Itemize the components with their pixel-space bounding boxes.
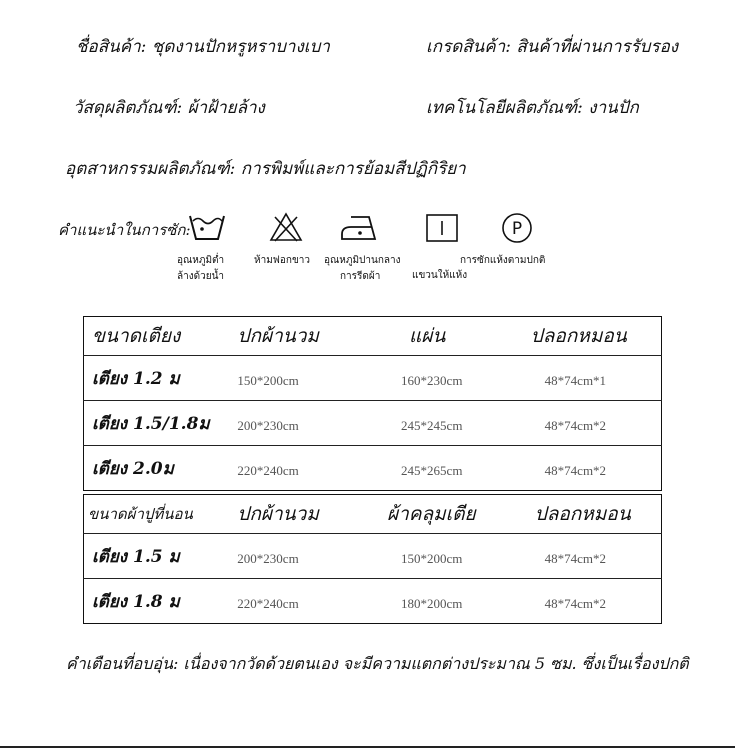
header-cell: ผ้าคลุมเตีย <box>381 495 531 534</box>
value-cell: 245*245cm <box>381 401 531 446</box>
value-cell: 220*240cm <box>237 596 299 611</box>
product-industry: อุตสาหกรรมผลิตภัณฑ์: การพิมพ์และการย้อมสีปฏิกิริยา <box>65 159 466 179</box>
care-caption-bleach <box>254 253 310 269</box>
no-bleach-icon <box>268 211 304 247</box>
value-cell: 220*240cm <box>237 463 299 478</box>
value-cell: 48*74cm*2 <box>544 596 607 611</box>
care-caption-dryclean <box>460 253 545 269</box>
care-caption-line: อุณหภูมิปานกลาง <box>324 255 401 266</box>
header-cell: ขนาดผ้าปูที่นอน <box>84 495 230 534</box>
header-cell: ปกผ้านวม <box>229 317 381 356</box>
care-caption-line: ห้ามฟอกขาว <box>254 255 311 266</box>
value-cell: 200*230cm <box>229 534 381 579</box>
product-technique: เทคโนโลยีผลิตภัณฑ์: งานปัก <box>426 98 639 118</box>
table-row <box>84 401 662 446</box>
care-caption-line: ล้างด้วยน้ำ <box>177 271 225 282</box>
value-cell: 245*265cm <box>401 463 463 478</box>
table-row <box>84 446 662 491</box>
size-cell: เตียง 2.0ม <box>92 458 174 479</box>
care-caption-line: การรีดผ้า <box>340 271 381 282</box>
value-cell: 48*74cm*2 <box>544 463 607 478</box>
size-cell: เตียง 1.5 ม <box>84 534 230 579</box>
value-cell: 200*230cm <box>229 401 381 446</box>
bed-size-table <box>83 316 662 491</box>
value-cell: 48*74cm*2 <box>531 534 662 579</box>
value-cell: 48*74cm*1 <box>531 356 662 401</box>
value-cell: 48*74cm*2 <box>531 401 662 446</box>
size-cell: เตียง 1.5/1.8ม <box>84 401 230 446</box>
value-cell: 160*230cm <box>381 356 531 401</box>
line-dry-icon <box>425 213 459 247</box>
table-row <box>84 534 662 579</box>
table-header-row <box>84 495 662 534</box>
header-cell: แผ่น <box>381 317 531 356</box>
care-caption-wash <box>177 253 224 285</box>
value-cell: 150*200cm <box>381 534 531 579</box>
product-material: วัสดุผลิตภัณฑ์: ผ้าฝ้ายล้าง <box>73 98 265 118</box>
product-grade: เกรดสินค้า: สินค้าที่ผ่านการรับรอง <box>426 37 679 57</box>
header-cell: ปลอกหมอน <box>531 495 662 534</box>
header-cell: ปลอกหมอน <box>531 317 662 356</box>
table-row <box>84 579 662 624</box>
value-cell: 150*200cm <box>229 356 381 401</box>
dry-clean-symbol: P <box>511 219 523 239</box>
iron-icon <box>339 212 381 248</box>
fitted-sheet-table <box>83 494 662 624</box>
size-cell: เตียง 1.8 ม <box>92 591 180 612</box>
care-caption-line: แขวนให้แห้ง <box>412 270 468 281</box>
header-cell: ปกผ้านวม <box>229 495 381 534</box>
care-label: คำแนะนำในการซัก: <box>58 221 191 239</box>
warning-note: คำเตือนที่อบอุ่น: เนื่องจากวัดด้วยตนเอง จะมีความแตกต่างประมาณ 5 ซม. ซึ่งเป็นเรื่องปกติ <box>66 654 689 673</box>
header-cell: ขนาดเตียง <box>84 317 230 356</box>
table-header-row <box>84 317 662 356</box>
bottom-divider <box>0 746 735 748</box>
dry-clean-p-icon <box>500 212 534 248</box>
care-caption-dry <box>412 268 467 284</box>
size-cell: เตียง 1.2 ม <box>84 356 230 401</box>
wash-tub-icon <box>187 210 227 248</box>
table-row <box>84 356 662 401</box>
care-caption-iron <box>324 253 401 285</box>
care-caption-line: การซักแห้งตามปกติ <box>460 255 546 266</box>
value-cell: 180*200cm <box>400 596 463 611</box>
care-caption-line: อุณหภูมิต่ำ <box>177 255 225 266</box>
product-name: ชื่อสินค้า: ชุดงานปักหรูหราบางเบา <box>76 37 330 57</box>
